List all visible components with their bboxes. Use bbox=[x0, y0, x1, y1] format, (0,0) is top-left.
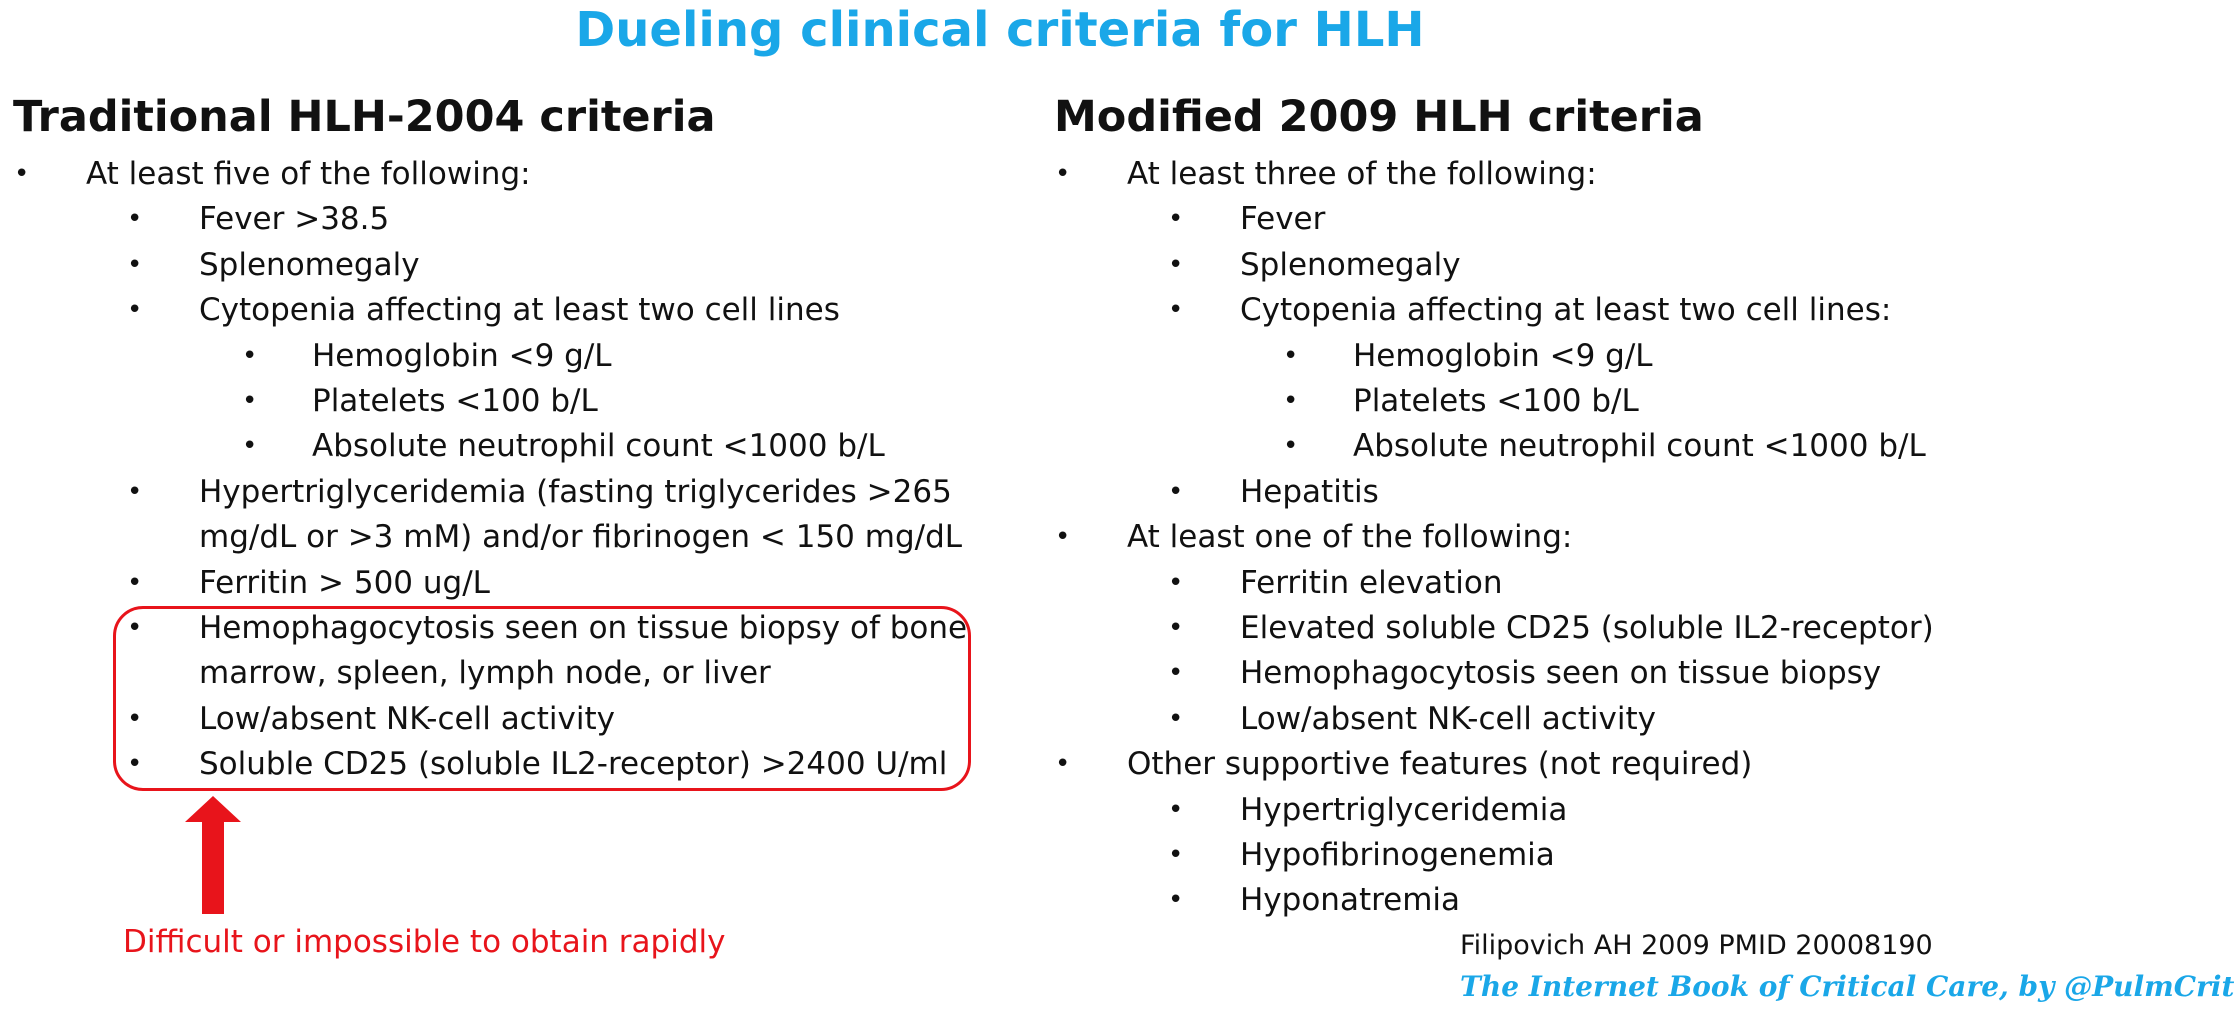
bullet-icon: • bbox=[1168, 613, 1184, 643]
bullet-icon: • bbox=[242, 431, 258, 461]
bullet-icon: • bbox=[1168, 658, 1184, 688]
criteria-item: Fever bbox=[1240, 201, 1326, 237]
criteria-item: Low/absent NK-cell activity bbox=[199, 701, 615, 737]
criteria-item: Elevated soluble CD25 (soluble IL2-receptor) bbox=[1240, 610, 1934, 646]
criteria-subitem: Hemoglobin <9 g/L bbox=[312, 338, 612, 374]
criteria-group-item: Other supportive features (not required) bbox=[1127, 746, 1753, 782]
criteria-item: Soluble CD25 (soluble IL2-receptor) >2400 U/ml bbox=[199, 746, 948, 782]
right-column-heading: Modified 2009 HLH criteria bbox=[1054, 92, 1704, 142]
bullet-icon: • bbox=[1168, 250, 1184, 280]
bullet-icon: • bbox=[127, 568, 143, 598]
criteria-item: Low/absent NK-cell activity bbox=[1240, 701, 1656, 737]
bullet-icon: • bbox=[1283, 341, 1299, 371]
criteria-item: Hyponatremia bbox=[1240, 882, 1461, 918]
slide-title: Dueling clinical criteria for HLH bbox=[575, 2, 1425, 58]
bullet-icon: • bbox=[1055, 522, 1071, 552]
bullet-icon: • bbox=[1055, 749, 1071, 779]
bullet-icon: • bbox=[1283, 386, 1299, 416]
bullet-icon: • bbox=[1055, 159, 1071, 189]
annotation-note: Difficult or impossible to obtain rapidly bbox=[123, 924, 726, 960]
bullet-icon: • bbox=[1168, 840, 1184, 870]
criteria-item: Splenomegaly bbox=[1240, 247, 1461, 283]
hard-to-obtain-highlight-box bbox=[113, 606, 971, 791]
bullet-icon: • bbox=[1168, 704, 1184, 734]
criteria-item: Hemophagocytosis seen on tissue biopsy bbox=[1240, 655, 1882, 691]
criteria-subitem: Hemoglobin <9 g/L bbox=[1353, 338, 1653, 374]
criteria-item: Cytopenia affecting at least two cell lines: bbox=[1240, 292, 1892, 328]
bullet-icon: • bbox=[127, 704, 143, 734]
criteria-item: Fever >38.5 bbox=[199, 201, 390, 237]
bullet-icon: • bbox=[14, 159, 30, 189]
criteria-item: mg/dL or >3 mM) and/or fibrinogen < 150 mg/dL bbox=[199, 519, 963, 555]
criteria-subitem: Absolute neutrophil count <1000 b/L bbox=[312, 428, 885, 464]
criteria-subitem: Absolute neutrophil count <1000 b/L bbox=[1353, 428, 1926, 464]
brand-credit: The Internet Book of Critical Care, by @PulmCrit bbox=[1460, 970, 2234, 1003]
bullet-icon: • bbox=[127, 295, 143, 325]
criteria-item: Hypertriglyceridemia bbox=[1240, 792, 1568, 828]
criteria-group-item: At least one of the following: bbox=[1127, 519, 1573, 555]
bullet-icon: • bbox=[127, 477, 143, 507]
left-column-heading: Traditional HLH-2004 criteria bbox=[13, 92, 716, 142]
bullet-icon: • bbox=[127, 749, 143, 779]
bullet-icon: • bbox=[242, 341, 258, 371]
up-arrow-icon bbox=[183, 794, 243, 916]
bullet-icon: • bbox=[1168, 795, 1184, 825]
bullet-icon: • bbox=[127, 613, 143, 643]
criteria-item: Splenomegaly bbox=[199, 247, 420, 283]
bullet-icon: • bbox=[1168, 204, 1184, 234]
bullet-icon: • bbox=[127, 250, 143, 280]
bullet-icon: • bbox=[1168, 477, 1184, 507]
criteria-item: Ferritin > 500 ug/L bbox=[199, 565, 490, 601]
criteria-subitem: Platelets <100 b/L bbox=[1353, 383, 1639, 419]
criteria-item: marrow, spleen, lymph node, or liver bbox=[199, 655, 771, 691]
criteria-subitem: Platelets <100 b/L bbox=[312, 383, 598, 419]
criteria-item: Hepatitis bbox=[1240, 474, 1379, 510]
criteria-item: Hemophagocytosis seen on tissue biopsy of bone bbox=[199, 610, 968, 646]
bullet-icon: • bbox=[1168, 568, 1184, 598]
criteria-item: Hypofibrinogenemia bbox=[1240, 837, 1555, 873]
criteria-item: Ferritin elevation bbox=[1240, 565, 1503, 601]
bullet-icon: • bbox=[1168, 885, 1184, 915]
criteria-item: Cytopenia affecting at least two cell lines bbox=[199, 292, 840, 328]
bullet-icon: • bbox=[1283, 431, 1299, 461]
criteria-group-item: At least five of the following: bbox=[86, 156, 531, 192]
citation: Filipovich AH 2009 PMID 20008190 bbox=[1460, 930, 1933, 961]
bullet-icon: • bbox=[127, 204, 143, 234]
bullet-icon: • bbox=[1168, 295, 1184, 325]
criteria-group-item: At least three of the following: bbox=[1127, 156, 1597, 192]
bullet-icon: • bbox=[242, 386, 258, 416]
criteria-item: Hypertriglyceridemia (fasting triglycerides >265 bbox=[199, 474, 952, 510]
